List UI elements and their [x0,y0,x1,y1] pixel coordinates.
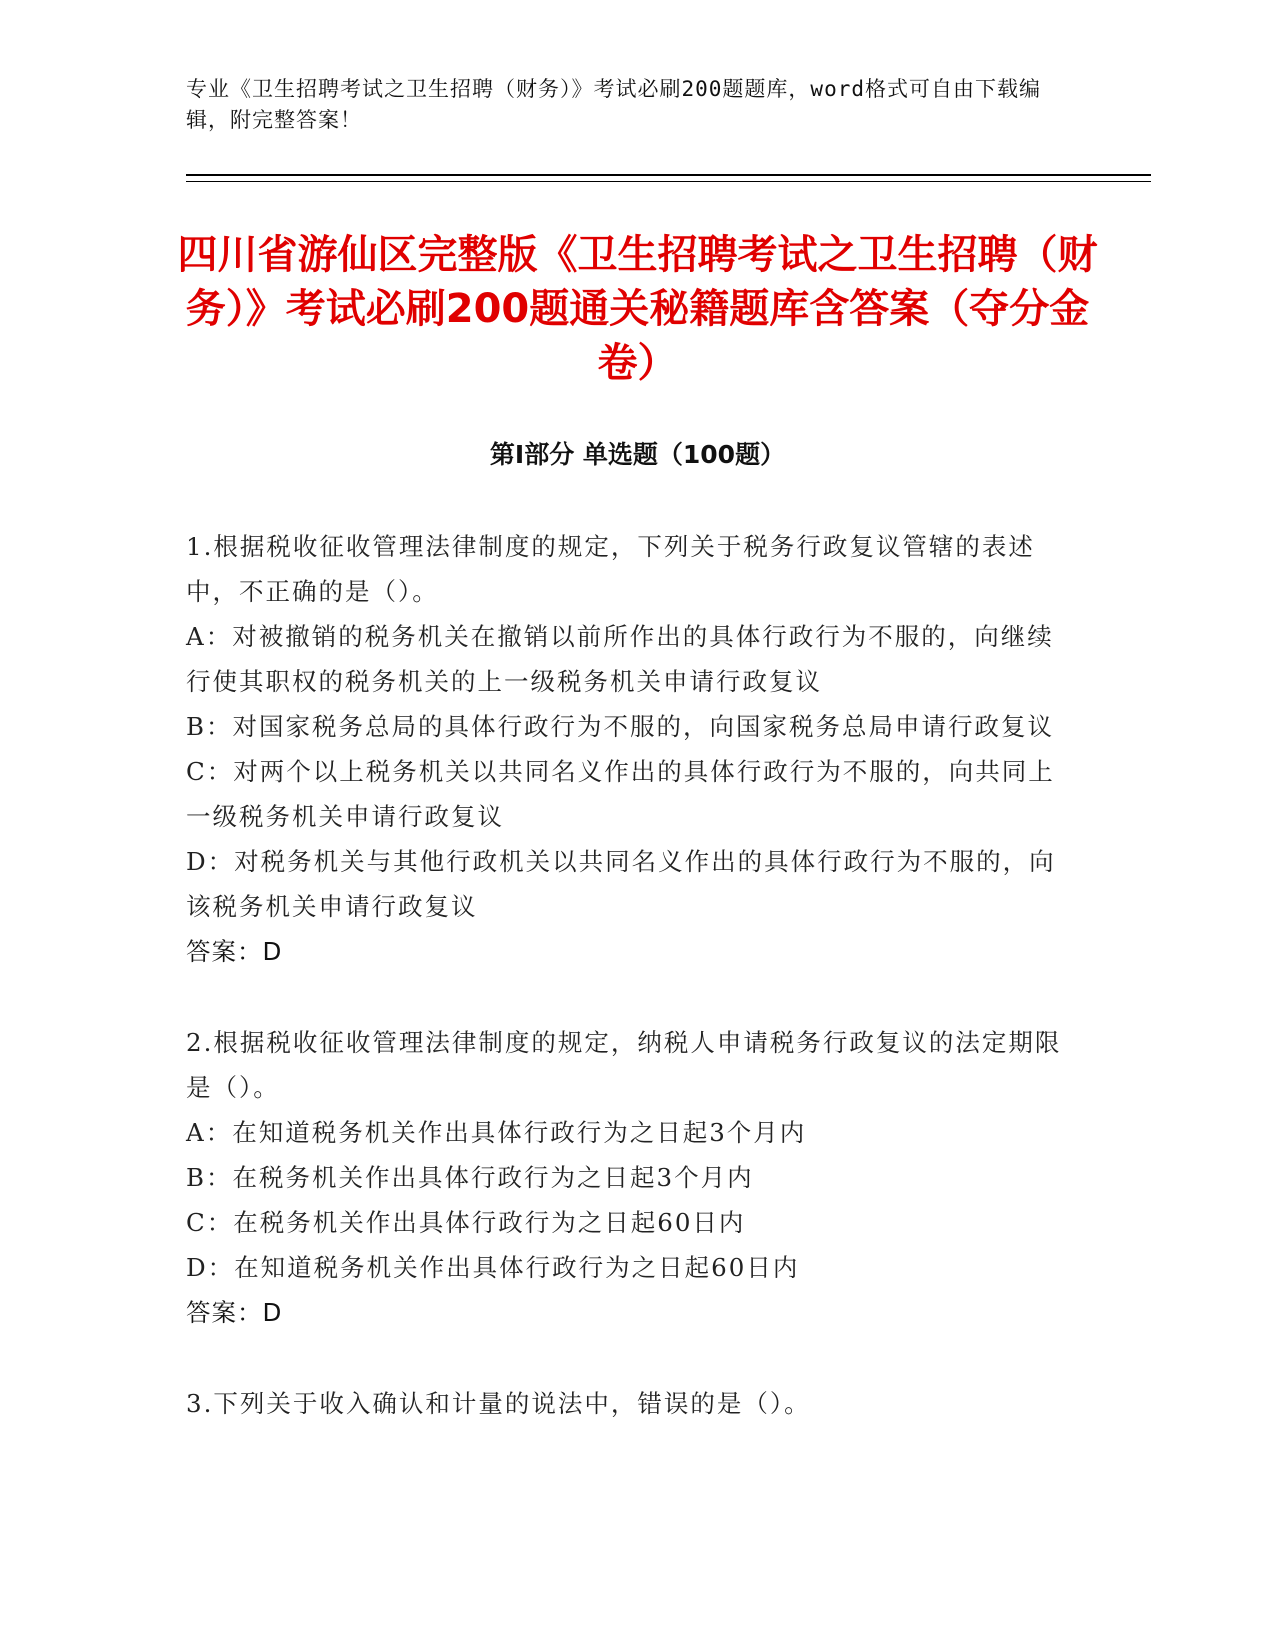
option-c: C：在税务机关作出具体行政行为之日起60日内 [186,1208,746,1237]
document-title: 四川省游仙区完整版《卫生招聘考试之卫生招聘（财务）》考试必刷200题通关秘籍题库含答案（夺分金卷） [177,232,1098,386]
option-b: B：在税务机关作出具体行政行为之日起3个月内 [186,1163,754,1192]
option-d: D：对税务机关与其他行政机关以共同名义作出的具体行政行为不服的，向该税务机关申请行政复议 [186,847,1056,921]
option-c: C：对两个以上税务机关以共同名义作出的具体行政行为不服的，向共同上一级税务机关申请行政复议 [186,757,1055,831]
option-b: B：对国家税务总局的具体行政行为不服的，向国家税务总局申请行政复议 [186,712,1055,741]
header-divider-thin [186,181,1151,182]
section-title: 第Ⅰ部分 单选题（100题） [489,440,786,469]
header-divider-thick [186,174,1151,176]
answer: 答案：D [186,1298,283,1327]
option-d: D：在知道税务机关作出具体行政行为之日起60日内 [186,1253,800,1282]
question-stem: 3.下列关于收入确认和计量的说法中，错误的是（）。 [186,1389,811,1418]
question-list [186,524,1066,1472]
question-2 [186,1020,1066,1335]
answer: 答案：D [186,937,283,966]
option-a: A：在知道税务机关作出具体行政行为之日起3个月内 [186,1118,807,1147]
header-note: 专业《卫生招聘考试之卫生招聘（财务）》考试必刷200题题库，word格式可自由下载编辑，附完整答案！ [186,77,1041,132]
option-a: A：对被撤销的税务机关在撤销以前所作出的具体行政行为不服的，向继续行使其职权的税务机关的上一级税务机关申请行政复议 [186,622,1054,696]
question-1 [186,524,1066,974]
question-stem: 2.根据税收征收管理法律制度的规定，纳税人申请税务行政复议的法定期限是（）。 [186,1028,1062,1102]
question-3 [186,1381,1066,1426]
question-stem: 1.根据税收征收管理法律制度的规定，下列关于税务行政复议管辖的表述中，不正确的是（）。 [186,532,1035,606]
